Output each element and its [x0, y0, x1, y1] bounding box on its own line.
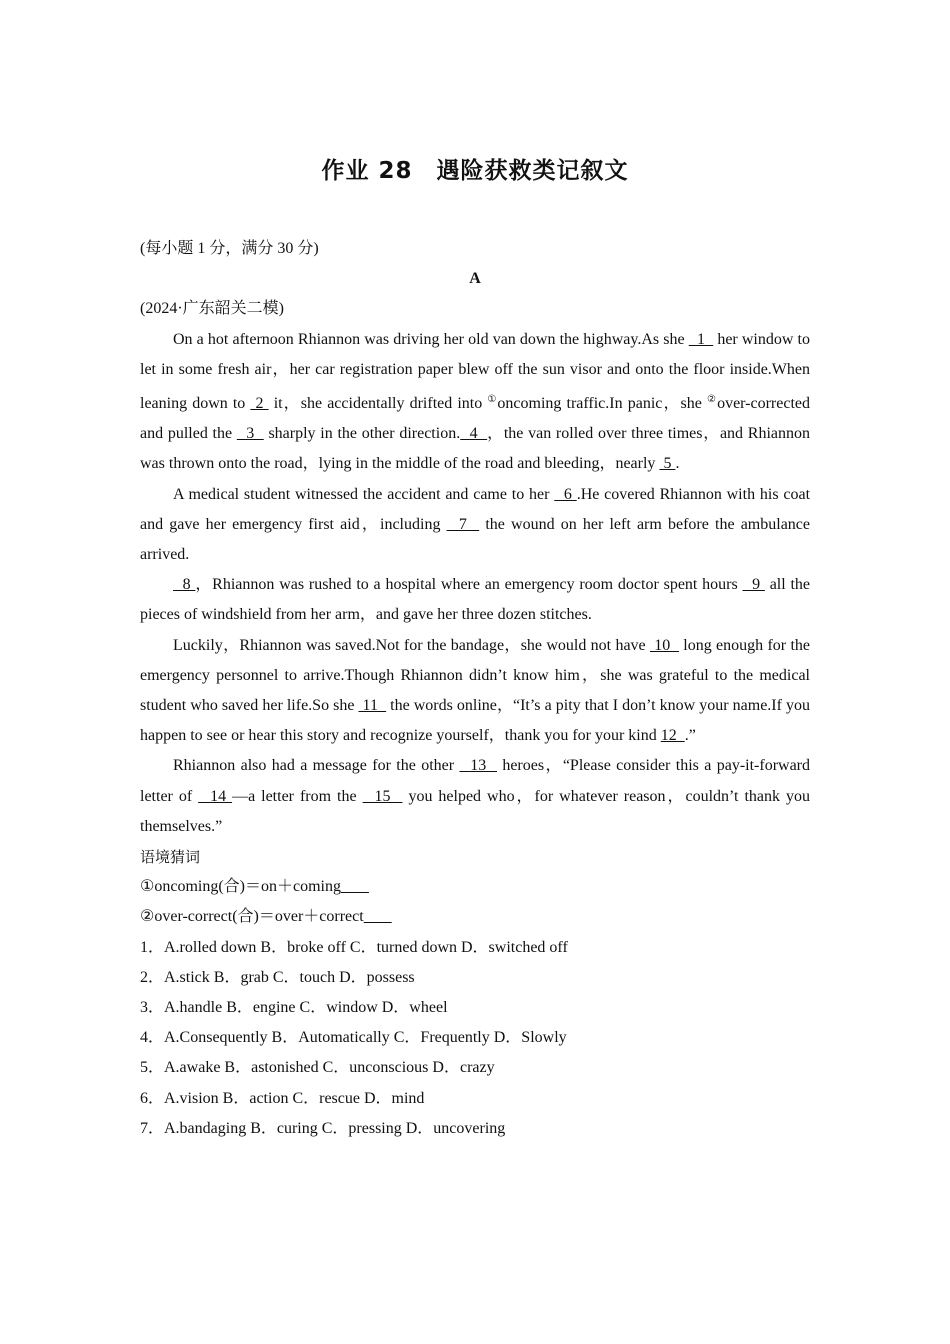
blank-2: 2: [250, 395, 269, 413]
blank-5: 5: [659, 455, 676, 473]
blank-15: 15: [362, 787, 403, 805]
paragraph-1: On a hot afternoon Rhiannon was driving her old van down the highway.As she 1 her window to let in some fresh air，her car registration paper blew off the sun visor and onto the floor inside.When leaning down to 2 it，she accidentally drifted into ①oncoming traffic.In panic，she ②over-corrected and pulled the 3 sharply in the other direction. 4 ，the van rolled over three times，and Rhiannon was thrown onto the road，lying in the middle of the road and bleeding，nearly 5 .: [140, 330, 811, 473]
blank-1: 1: [688, 330, 714, 348]
score-note: (每小题 1 分，满分 30 分): [140, 240, 319, 257]
blank-12: 12: [660, 727, 685, 745]
question-4: 4．A.Consequently B．Automatically C．Frequently D．Slowly: [140, 1029, 567, 1047]
guess-blank-2: [364, 908, 392, 925]
document-body: [140, 234, 810, 1144]
guess-word-2: ②over-correct(合)＝over＋correct: [140, 902, 810, 932]
guess-blank-1: [341, 878, 369, 895]
section-label: A: [469, 270, 481, 288]
blank-3: 3: [236, 425, 264, 443]
question-3: 3．A.handle B．engine C．window D．wheel: [140, 999, 448, 1017]
source-note: (2024·广东韶关二模): [140, 300, 284, 318]
paragraph-3: 8 ，Rhiannon was rushed to a hospital where an emergency room doctor spent hours 9 all the pieces of windshield from her arm，and gave her three dozen stitches.: [140, 576, 811, 624]
guess-heading: 语境猜词: [140, 848, 201, 867]
question-1: 1．A.rolled down B．broke off C．turned down D．switched off: [140, 938, 568, 956]
blank-4: 4: [460, 425, 488, 443]
blank-8: 8: [173, 576, 196, 594]
blank-7: 7: [446, 515, 480, 533]
question-7: 7．A.bandaging B．curing C．pressing D．uncovering: [140, 1119, 506, 1137]
marker-1: ①: [487, 394, 498, 406]
paragraph-5: Rhiannon also had a message for the other 13 heroes，“Please consider this a pay-it-forward letter of 14 —a letter from the 15 you helped who，for whatever reason，couldn’t thank you themselves.”: [140, 757, 811, 835]
marker-2: ②: [706, 394, 718, 406]
question-5: 5．A.awake B．astonished C．unconscious D．crazy: [140, 1059, 495, 1077]
question-2: 2．A.stick B．grab C．touch D．possess: [140, 968, 415, 986]
blank-6: 6: [554, 485, 577, 503]
question-6: 6．A.vision B．action C．rescue D．mind: [140, 1089, 425, 1107]
blank-13: 13: [459, 757, 497, 775]
blank-14: 14: [198, 787, 233, 805]
page-title: 作业 28 遇险获救类记叙文: [321, 158, 629, 184]
paragraph-2: A medical student witnessed the accident and came to her 6 .He covered Rhiannon with his coat and gave her emergency first aid，including 7 the wound on her left arm before the ambulance arrived.: [140, 485, 811, 564]
blank-10: 10: [649, 636, 679, 654]
blank-11: 11: [358, 697, 387, 715]
guess-word-1: ①oncoming(合)＝on＋coming: [140, 872, 810, 902]
blank-9: 9: [742, 576, 765, 594]
paragraph-4: Luckily，Rhiannon was saved.Not for the bandage，she would not have 10 long enough for the emergency personnel to arrive.Though Rhiannon didn’t know him，she was grateful to the medical student who saved her life.So she 11 the words online，“It’s a pity that I don’t know your name.If you happen to see or hear this story and recognize yourself，thank you for your kind 12 .”: [140, 636, 810, 745]
